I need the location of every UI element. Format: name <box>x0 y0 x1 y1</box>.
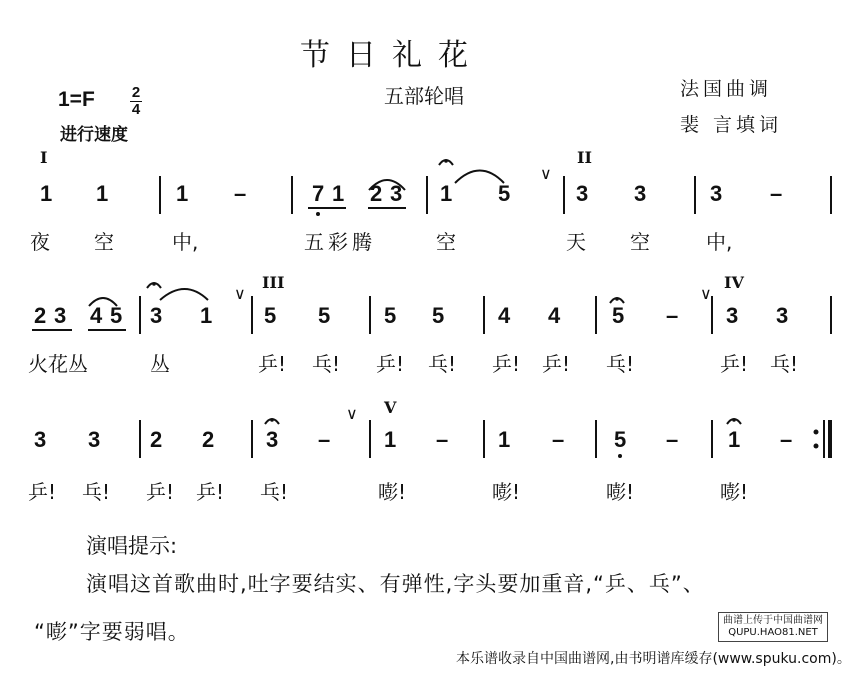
note: 7 <box>312 181 325 206</box>
lyric: 天 <box>566 230 586 254</box>
note: 5 <box>110 303 123 328</box>
note: 3 <box>634 181 647 206</box>
note: – <box>234 181 247 206</box>
stamp-line-1: 曲谱上传于中国曲谱网 <box>723 615 823 626</box>
note: 4 <box>498 303 511 328</box>
part-marker-1: I <box>40 148 48 167</box>
stamp-line-2: QUPU.HAO81.NET <box>728 627 818 638</box>
time-signature-bottom: 4 <box>131 101 141 118</box>
lyric: 空 <box>436 230 456 254</box>
note: – <box>318 427 331 452</box>
lyric: 乓! <box>312 352 341 376</box>
note: 5 <box>432 303 445 328</box>
lyric: 夜 <box>30 230 50 254</box>
lyric: 空 <box>630 230 650 254</box>
note: 1 <box>384 427 397 452</box>
lyric: 嘭! <box>720 480 749 504</box>
note: 1 <box>498 427 511 452</box>
note: – <box>780 427 793 452</box>
note: 2 <box>150 427 163 452</box>
tempo-marking: 进行速度 <box>60 125 128 145</box>
tips-line-1: 演唱这首歌曲时,吐字要结实、有弹性,字头要加重音,“乒、乓”、 <box>86 572 705 596</box>
note: 3 <box>266 427 279 452</box>
lyric: 火花丛 <box>28 352 88 376</box>
note: 1 <box>440 181 453 206</box>
lyric: 乓! <box>770 352 799 376</box>
source-footer: 本乐谱收录自中国曲谱网,由书明谱库缓存(www.spuku.com)。 <box>456 651 851 667</box>
note: 5 <box>612 303 625 328</box>
tips-heading: 演唱提示: <box>86 534 178 558</box>
time-signature-top: 2 <box>131 84 141 101</box>
site-stamp <box>718 612 828 642</box>
lyric: 乓! <box>428 352 457 376</box>
breath-mark: ∨ <box>540 164 552 183</box>
note: 3 <box>576 181 589 206</box>
lyric: 乒! <box>258 352 287 376</box>
lyric: 嘭! <box>378 480 407 504</box>
note: – <box>552 427 565 452</box>
note: 4 <box>90 303 103 328</box>
part-marker-4: IV <box>724 273 744 292</box>
note: 4 <box>548 303 561 328</box>
lyric: 乓! <box>260 480 289 504</box>
lyric: 乒! <box>28 480 57 504</box>
note: 2 <box>34 303 47 328</box>
composer-credit: 法国曲调 <box>680 78 773 100</box>
lyric: 丛 <box>150 352 170 376</box>
note: 5 <box>384 303 397 328</box>
note: 1 <box>96 181 109 206</box>
song-title: 节日礼花 <box>300 38 484 73</box>
note: 1 <box>40 181 53 206</box>
lyric: 乓! <box>82 480 111 504</box>
lyric: 乓! <box>606 352 635 376</box>
note: 2 <box>370 181 383 206</box>
lyric: 乒! <box>376 352 405 376</box>
note: – <box>666 427 679 452</box>
note: 1 <box>176 181 189 206</box>
note: 5 <box>264 303 277 328</box>
note: 3 <box>390 181 403 206</box>
note: 3 <box>776 303 789 328</box>
note: 1 <box>200 303 213 328</box>
part-marker-2: II <box>577 148 592 167</box>
note: 5 <box>614 427 627 452</box>
lyric: 空 <box>94 230 114 254</box>
note: 3 <box>710 181 723 206</box>
key-signature: 1=F <box>58 88 95 111</box>
note: 3 <box>150 303 163 328</box>
note: – <box>436 427 449 452</box>
lyric: 嘭! <box>492 480 521 504</box>
lyricist-credit: 裴 言填词 <box>680 114 783 136</box>
note: 1 <box>728 427 741 452</box>
lyric: 中, <box>172 230 199 254</box>
lyric: 五彩腾 <box>304 230 376 254</box>
lyric: 乒! <box>146 480 175 504</box>
lyric: 乒! <box>720 352 749 376</box>
lyric: 乒! <box>542 352 571 376</box>
note: – <box>770 181 783 206</box>
tips-line-2: “嘭”字要弱唱。 <box>34 620 190 644</box>
lyric: 嘭! <box>606 480 635 504</box>
note: 3 <box>726 303 739 328</box>
note: 1 <box>332 181 345 206</box>
note: 5 <box>318 303 331 328</box>
note: 5 <box>498 181 511 206</box>
lyric: 中, <box>706 230 733 254</box>
note: 3 <box>54 303 67 328</box>
lyric: 乒! <box>492 352 521 376</box>
note: – <box>666 303 679 328</box>
note: 3 <box>34 427 47 452</box>
song-subtitle: 五部轮唱 <box>384 84 464 108</box>
breath-mark: ∨ <box>346 404 358 423</box>
breath-mark: ∨ <box>700 284 712 303</box>
note: 2 <box>202 427 215 452</box>
note: 3 <box>88 427 101 452</box>
part-marker-5: V <box>384 398 397 417</box>
breath-mark: ∨ <box>234 284 246 303</box>
lyric: 乒! <box>196 480 225 504</box>
part-marker-3: III <box>262 273 285 292</box>
